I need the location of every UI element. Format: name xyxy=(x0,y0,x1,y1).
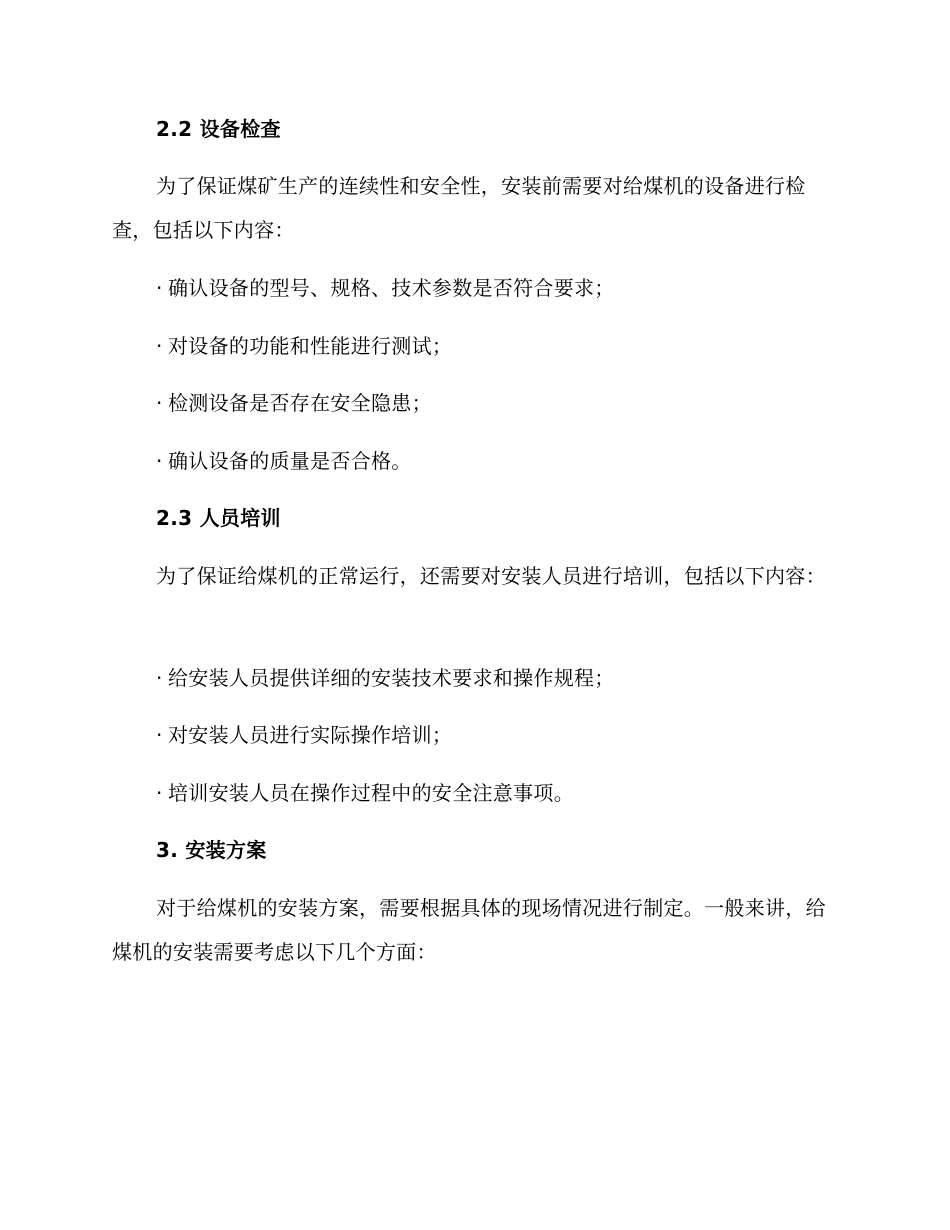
list-item-text: 培训安装人员在操作过程中的安全注意事项。 xyxy=(168,781,574,805)
list-item xyxy=(156,439,838,483)
list-item xyxy=(156,656,838,700)
bullet-symbol: · xyxy=(156,276,163,300)
list-item-text: 检测设备是否存在安全隐患； xyxy=(168,391,432,415)
list-item-text: 对安装人员进行实际操作培训； xyxy=(168,723,453,747)
bullet-symbol: · xyxy=(156,781,163,805)
section-2-2-intro: 为了保证煤矿生产的连续性和安全性，安装前需要对给煤机的设备进行检查，包括以下内容： xyxy=(112,174,806,242)
section-2-3-intro: 为了保证给煤机的正常运行，还需要对安装人员进行培训，包括以下内容： xyxy=(156,564,826,588)
bullet-symbol: · xyxy=(156,723,163,747)
list-item-text: 确认设备的型号、规格、技术参数是否符合要求； xyxy=(168,276,615,300)
list-item xyxy=(156,381,838,425)
list-item-text: 对设备的功能和性能进行测试； xyxy=(168,334,453,358)
section-2-2-heading: 2.2 设备检查 xyxy=(156,117,281,141)
list-item xyxy=(156,266,838,310)
list-item-text: 确认设备的质量是否合格。 xyxy=(168,449,412,473)
list-item xyxy=(156,713,838,757)
bullet-symbol: · xyxy=(156,391,163,415)
list-item xyxy=(156,771,838,815)
section-2-3-heading: 2.3 人员培训 xyxy=(156,506,281,530)
bullet-symbol: · xyxy=(156,334,163,358)
list-item xyxy=(156,324,838,368)
section-3-intro: 对于给煤机的安装方案，需要根据具体的现场情况进行制定。一般来讲，给煤机的安装需要考虑以下几个方面： xyxy=(112,896,826,964)
bullet-symbol: · xyxy=(156,449,163,473)
section-3-heading: 3. 安装方案 xyxy=(156,838,267,862)
list-item-text: 给安装人员提供详细的安装技术要求和操作规程； xyxy=(168,666,615,690)
bullet-symbol: · xyxy=(156,666,163,690)
